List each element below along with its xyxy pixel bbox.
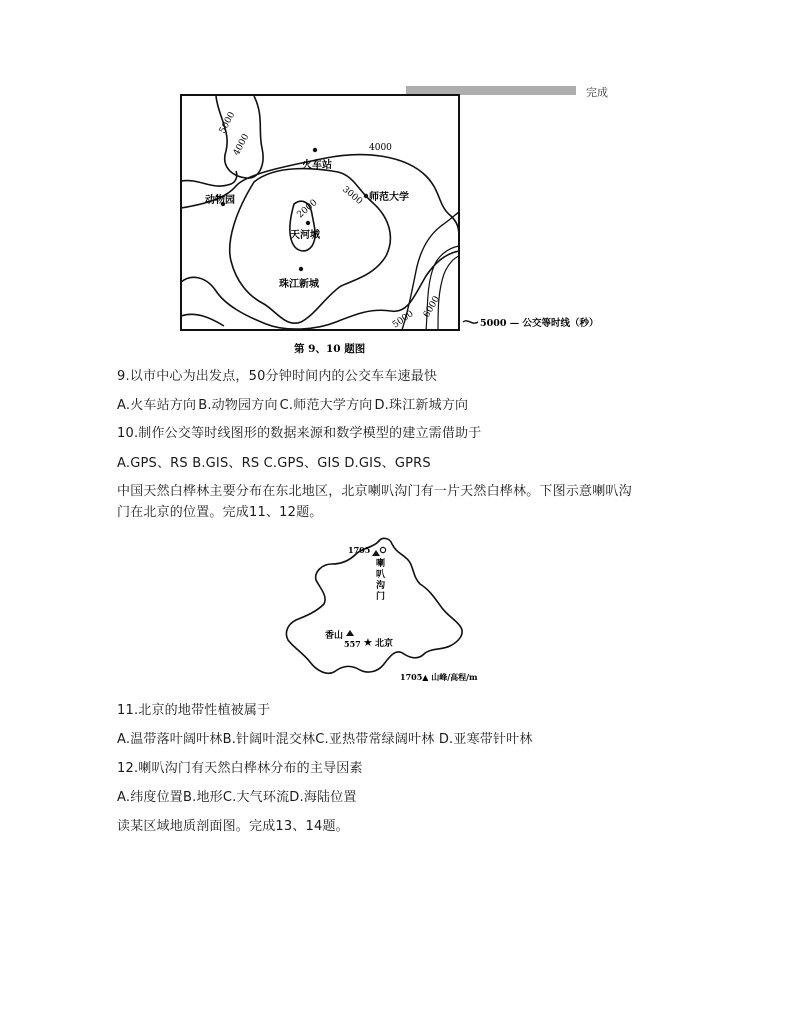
label-labagoumen-3: 沟 — [376, 581, 386, 591]
zhujiang-dot — [299, 267, 303, 271]
label-peak-1705: 1705 — [348, 545, 371, 555]
q9-options — [117, 397, 468, 415]
figure2-legend: 1705▲ 山峰/高程/m — [400, 672, 478, 682]
contour-label-4000-b: 4000 — [369, 143, 392, 153]
beijing-star-icon: ★ — [363, 636, 373, 649]
q9-option-b[interactable]: B.动物园方向 — [198, 398, 278, 413]
q9-option-d[interactable]: D.珠江新城方向 — [374, 398, 469, 413]
q12-option-b[interactable]: B.地形 — [183, 790, 223, 805]
q9-stem: 9.以市中心为出发点，50分钟时间内的公交车车速最快 — [117, 369, 438, 384]
q12-option-d[interactable]: D.海陆位置 — [289, 790, 357, 805]
label-tianhe: 天河城 — [290, 230, 320, 241]
label-train-station: 火车站 — [302, 160, 332, 171]
q12-stem: 12.喇叭沟门有天然白桦林分布的主导因素 — [117, 761, 363, 776]
label-zoo: 动物园 — [205, 195, 235, 206]
cropped-top-text: 完成 — [586, 86, 608, 99]
q10-option-c[interactable]: C.GPS、GIS — [263, 456, 340, 471]
tianhe-dot — [306, 221, 310, 225]
q9-option-c[interactable]: C.师范大学方向 — [279, 398, 373, 413]
beijing-map-figure — [280, 530, 512, 690]
intro-11-12-line2: 门在北京的位置。完成11、12题。 — [117, 505, 323, 520]
q12-options — [117, 789, 357, 807]
label-xiangshan: 香山 — [325, 631, 344, 641]
q11-options — [117, 731, 533, 749]
cropped-text-smudge — [406, 86, 576, 95]
legend-text: 5000 — 公交等时线（秒） — [480, 318, 599, 329]
contour-label-6000: 6000 — [421, 294, 443, 320]
q11-option-d[interactable]: D.亚寒带针叶林 — [438, 732, 533, 747]
intro-11-12-line1: 中国天然白桦林主要分布在东北地区，北京喇叭沟门有一片天然白桦林。下图示意喇叭沟 — [117, 484, 632, 499]
normal-univ-dot — [364, 194, 368, 198]
label-labagoumen-4: 门 — [376, 592, 386, 602]
q10-option-b[interactable]: B.GIS、RS — [192, 456, 260, 471]
train-station-dot — [313, 148, 317, 152]
q10-option-a[interactable]: A.GPS、RS — [117, 456, 188, 471]
q10-stem: 10.制作公交等时线图形的数据来源和数学模型的建立需借助于 — [117, 426, 482, 441]
q11-option-b[interactable]: B.针阔叶混交林 — [222, 732, 316, 747]
q12-option-a[interactable]: A.纬度位置 — [117, 790, 183, 805]
label-labagoumen-2: 叭 — [376, 570, 386, 580]
q12-option-c[interactable]: C.大气环流 — [222, 790, 290, 805]
label-xiangshan-elev: 557 — [344, 639, 361, 649]
label-zhujiang: 珠江新城 — [279, 279, 319, 290]
isochrone-map-figure — [176, 86, 618, 358]
contour-label-3000: 3000 — [340, 184, 365, 208]
label-beijing: 北京 — [375, 639, 394, 649]
contour-label-5000-a: 5000 — [217, 110, 238, 136]
contour-label-2000: 2000 — [295, 197, 320, 221]
contour-label-4000-a: 4000 — [231, 132, 252, 158]
label-normal-univ: 师范大学 — [369, 192, 409, 203]
label-labagoumen-1: 喇 — [376, 559, 386, 569]
contour-label-5000-b: 5000 — [390, 309, 416, 331]
q10-option-d[interactable]: D.GIS、GPRS — [344, 456, 431, 471]
figure1-caption: 第 9、10 题图 — [294, 343, 366, 355]
q10-options — [117, 455, 431, 473]
intro-13-14: 读某区域地质剖面图。完成13、14题。 — [117, 819, 349, 834]
q11-option-c[interactable]: C.亚热带常绿阔叶林 — [315, 732, 435, 747]
q9-option-a[interactable]: A.火车站方向 — [117, 398, 197, 413]
q11-option-a[interactable]: A.温带落叶阔叶林 — [117, 732, 223, 747]
q11-stem: 11.北京的地带性植被属于 — [117, 703, 271, 718]
